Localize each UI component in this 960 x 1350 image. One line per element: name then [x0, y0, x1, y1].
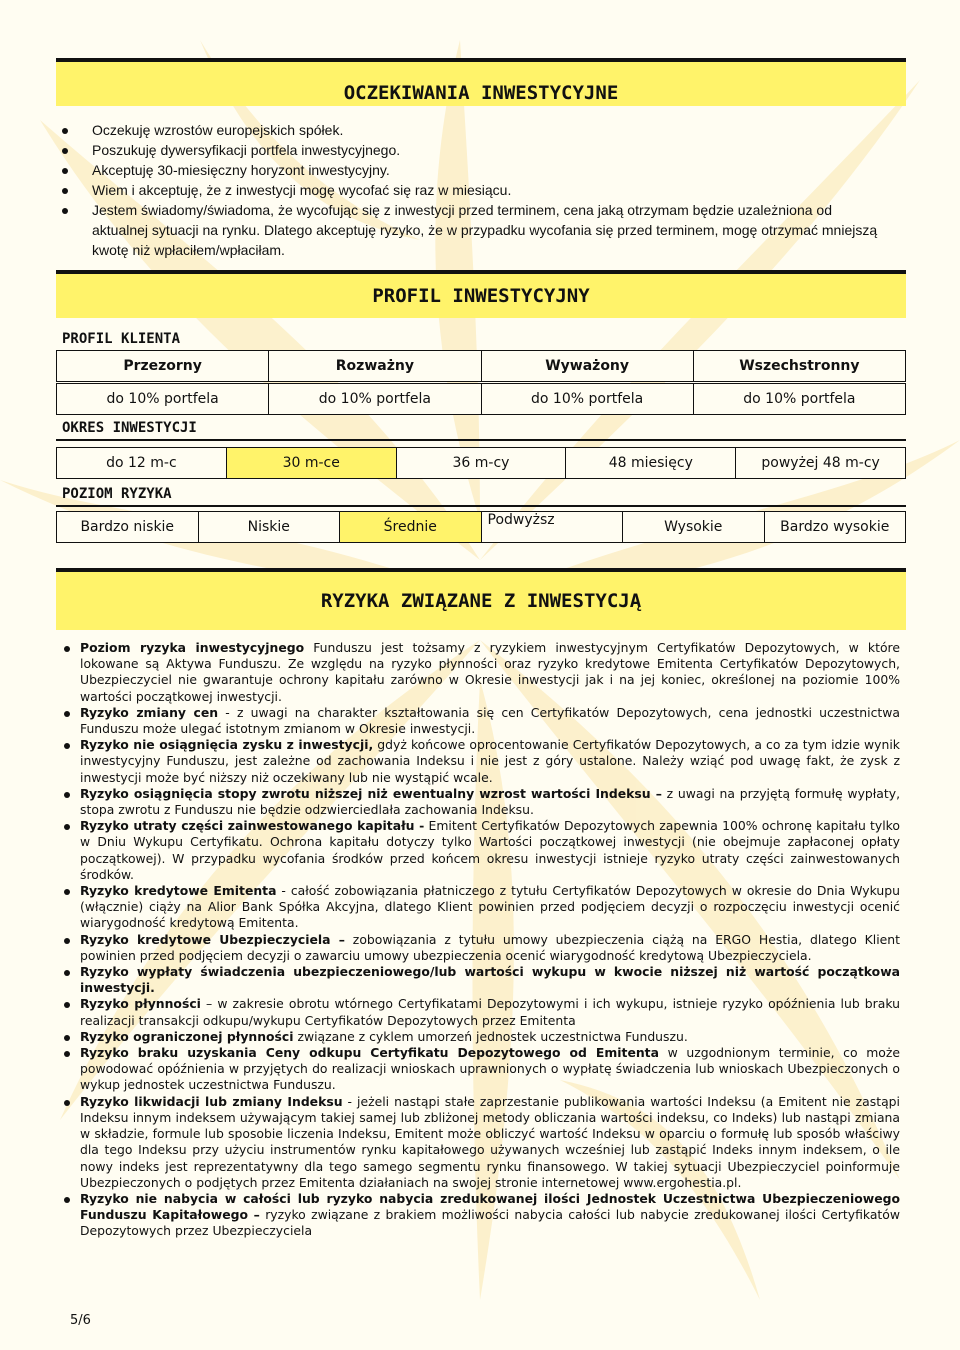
expectations-list [60, 120, 880, 260]
list-item: Poszukuję dywersyfikacji portfela inwestycyjnego. [60, 140, 880, 160]
risk-item-head: Ryzyko ograniczonej płynności [80, 1028, 294, 1044]
risk-cell: Niskie [198, 512, 340, 543]
risk-item-text: - całość zobowiązania płatniczego z tytułu Certyfikatów Depozytowych w okresie do Dnia Wykupu (włącznie) ciąży na Alior Bank Spółka Akcyjna, dlatego Klient powinien przed podjęciem decyzji o rozpoczęciu inwestycji ocenić wiarygodność kredytową Emitenta. [80, 883, 900, 931]
list-item [60, 1029, 900, 1045]
client-profile-label: PROFIL KLIENTA [62, 331, 181, 347]
period-cell: 48 miesięcy [566, 448, 736, 479]
risk-item-head: Ryzyko zmiany cen [80, 704, 219, 720]
period-cell-selected: 30 m-ce [226, 448, 396, 479]
list-item [60, 1094, 900, 1191]
risk-item-text: w uzgodnionym terminie, co może powodować opóźnienia w przyjętych do realizacji wnioskach uprawnionych o wypłatę świadczenia lub wnioskach Ubezpieczonych o wykup jednostek uczestnictwa Funduszu. [80, 1045, 900, 1093]
list-item: Akceptuję 30-miesięczny horyzont inwestycyjny. [60, 160, 880, 180]
list-item [60, 640, 900, 705]
risk-item-head: Ryzyko braku uzyskania Ceny odkupu Certyfikatu Depozytowego od Emitenta [80, 1045, 659, 1061]
risk-item-text: Funduszu jest tożsamy z ryzykiem inwestycyjnym Certyfikatów Depozytowych, w które lokowane są Aktywa Funduszu. Ze względu na ryzyko płynności oraz ryzyko kredytowe Emitenta Certyfikatów Depozytowych, Ubezpieczyciel nie gwarantuje ochrony kapitału zarówno w Okresie inwestycji jak i na jej koniec, określonej na poziomie 100% wartości początkowej inwestycji. [80, 640, 900, 704]
risk-item-text: ryzyko związane z brakiem możliwości nabycia całości lub nabycie zredukowanej ilości Certyfikatów Depozytowych przez Ubezpieczyciela [80, 1207, 900, 1239]
list-item: Jestem świadomy/świadoma, że wycofując się z inwestycji przed terminem, cena jaką otrzymam będzie uzależniona od aktualnej sytuacji na rynku. Dlatego akceptuję ryzyko, że w przypadku wycofania się przed terminem, mogę otrzymać mniejszą kwotę niż wpłaciłem/wpłaciłam. [60, 200, 880, 260]
risk-item-head: Ryzyko utraty części zainwestowanego kapitału - [80, 818, 425, 834]
list-item: Wiem i akceptuję, że z inwestycji mogę wycofać się raz w miesiącu. [60, 180, 880, 200]
list-item [60, 705, 900, 737]
page-number: 5/6 [70, 1313, 91, 1328]
risk-item-head: Ryzyko kredytowe Ubezpieczyciela – [80, 931, 345, 947]
risk-item-text: związane z cyklem umorzeń jednostek uczestnictwa Funduszu. [293, 1028, 688, 1044]
risk-level-label: POZIOM RYZYKA [62, 486, 172, 502]
list-item [60, 1045, 900, 1094]
risk-item-head: Ryzyko nie nabycia w całości lub ryzyko nabycia zredukowanej ilości Jednostek Uczestnictwa Ubezpieczeniowego Funduszu Kapitałowego – [80, 1190, 900, 1223]
profile-table [56, 351, 906, 382]
list-item [60, 996, 900, 1028]
list-item [60, 818, 900, 883]
section-title-profile [56, 270, 906, 318]
section-title-expectations [56, 58, 906, 106]
risk-cell-selected: Średnie [340, 512, 482, 543]
risk-item-head: Ryzyko osiągnięcia stopy zwrotu niższej niż ewentualny wzrost wartości Indeksu – [80, 785, 662, 801]
risk-item-text: gdyż końcowe oprocentowanie Certyfikatów Depozytowych, a co za tym idzie wynik inwestycyjny Funduszu, jest zależne od zachowania Indeksu i nie jest z góry ustalone. Należy wziąć pod uwagę fakt, że zysk z inwestycji może być niższy niż oczekiwany lub nie wystąpić wcale. [80, 737, 900, 785]
list-item [60, 964, 900, 996]
risk-item-text: Emitent Certyfikatów Depozytowych zapewnia 100% ochronę kapitału tylko w Dniu Wykupu Certyfikatu. Ochrona kapitału dotyczy tylko Wartości początkowej inwestycji (nie obejmuje zapłaconej opłaty początkowej). W przypadku wycofania środków przed końcem okresu inwestycji istnieje ryzyko utraty części zainwestowanych środków. [80, 818, 900, 882]
risk-table [56, 511, 906, 543]
share-table [56, 383, 906, 415]
period-table [56, 447, 906, 479]
risk-item-text: - jeżeli nastąpi stałe zaprzestanie publikowania wartości Indeksu (a Emitent nie zastąpi Indeksu innym indeksem używającym takiej samej lub zbliżonej metody obliczania wartości indeksu, co Indeks) lub nastąpi zmiana w składzie, formule lub sposobie liczenia Indeksu, Emitent może obliczyć wartość Indeksu w oparciu o formułę lub sposób właściwy dla tego Indeksu przy użyciu instrumentów rynku kapitałowego używanych wcześniej lub zastąpić Indeks innym indeksem, o ile nowy indeks jest reprezentatywny dla tego samego segmentu rynku finansowego. W takiej sytuacji Ubezpieczyciel poinformuje Ubezpieczonych o podjętych przez Emitenta działaniach na swojej stronie internetowej www.ergohestia.pl. [80, 1093, 900, 1190]
list-item [60, 786, 900, 818]
list-item [60, 932, 900, 964]
divider [56, 505, 906, 507]
profile-title: PROFIL INWESTYCYJNY [372, 285, 590, 307]
share-cell: do 10% portfela [269, 384, 481, 415]
profile-cell: Wyważony [481, 351, 693, 382]
risks-list [60, 640, 900, 1240]
period-cell: powyżej 48 m-cy [736, 448, 906, 479]
risk-item-head: Ryzyko nie osiągnięcia zysku z inwestycji, [80, 737, 374, 753]
list-item: Oczekuję wzrostów europejskich spółek. [60, 120, 880, 140]
risk-item-head: Ryzyko likwidacji lub zmiany Indeksu [80, 1093, 343, 1109]
list-item [60, 883, 900, 932]
period-cell: do 12 m-c [57, 448, 227, 479]
share-cell: do 10% portfela [57, 384, 269, 415]
period-label: OKRES INWESTYCJI [62, 420, 197, 436]
list-item [60, 1191, 900, 1240]
risk-item-head: Ryzyko płynności [80, 996, 201, 1012]
section-title-risks [56, 568, 906, 630]
divider [56, 439, 906, 441]
risk-item-head: Ryzyko kredytowe Emitenta [80, 883, 277, 899]
risk-item-text: zobowiązania z tytułu umowy ubezpieczenia ciążą na ERGO Hestia, dlatego Klient powinien przed podjęciem decyzji o zawarciu umowy ubezpieczenia ocenić wiarygodność kredytową Ubezpieczyciela. [80, 931, 900, 963]
share-cell: do 10% portfela [481, 384, 693, 415]
risks-title: RYZYKA ZWIĄZANE Z INWESTYCJĄ [320, 590, 642, 612]
share-cell: do 10% portfela [693, 384, 905, 415]
risk-item-text: - z uwagi na charakter kształtowania się cen Certyfikatów Depozytowych, cena jednostki uczestnictwa Funduszu może ulegać istotnym zmianom w Okresie inwestycji. [80, 704, 900, 737]
risk-cell: Bardzo wysokie [764, 512, 906, 543]
risk-cell: Bardzo niskie [57, 512, 199, 543]
risk-item-text: z uwagi na przyjętą formułę wypłaty, stopa zwrotu z Funduszu nie będzie odzwierciedlała zachowania Indeksu. [80, 785, 901, 818]
list-item [60, 737, 900, 786]
risk-cell: Wysokie [623, 512, 765, 543]
profile-cell: Wszechstronny [693, 351, 905, 382]
profile-cell: Przezorny [57, 351, 269, 382]
profile-cell: Rozważny [269, 351, 481, 382]
risk-cell: Podwyższ [481, 512, 623, 543]
period-cell: 36 m-cy [396, 448, 566, 479]
risk-item-head: Poziom ryzyka inwestycyjnego [80, 640, 305, 655]
risk-item-text: – w zakresie obrotu wtórnego Certyfikatami Depozytowymi i ich wykupu, istnieje ryzyko opóźnienia lub braku realizacji transakcji odkupu/wykupu Certyfikatów Depozytowych przez Emitenta [80, 996, 900, 1028]
expectations-title: OCZEKIWANIA INWESTYCYJNE [343, 82, 619, 104]
risk-item-head: Ryzyko wypłaty świadczenia ubezpieczeniowego/lub wartości wykupu w kwocie niższej niż wartość początkowa inwestycji. [80, 964, 900, 996]
